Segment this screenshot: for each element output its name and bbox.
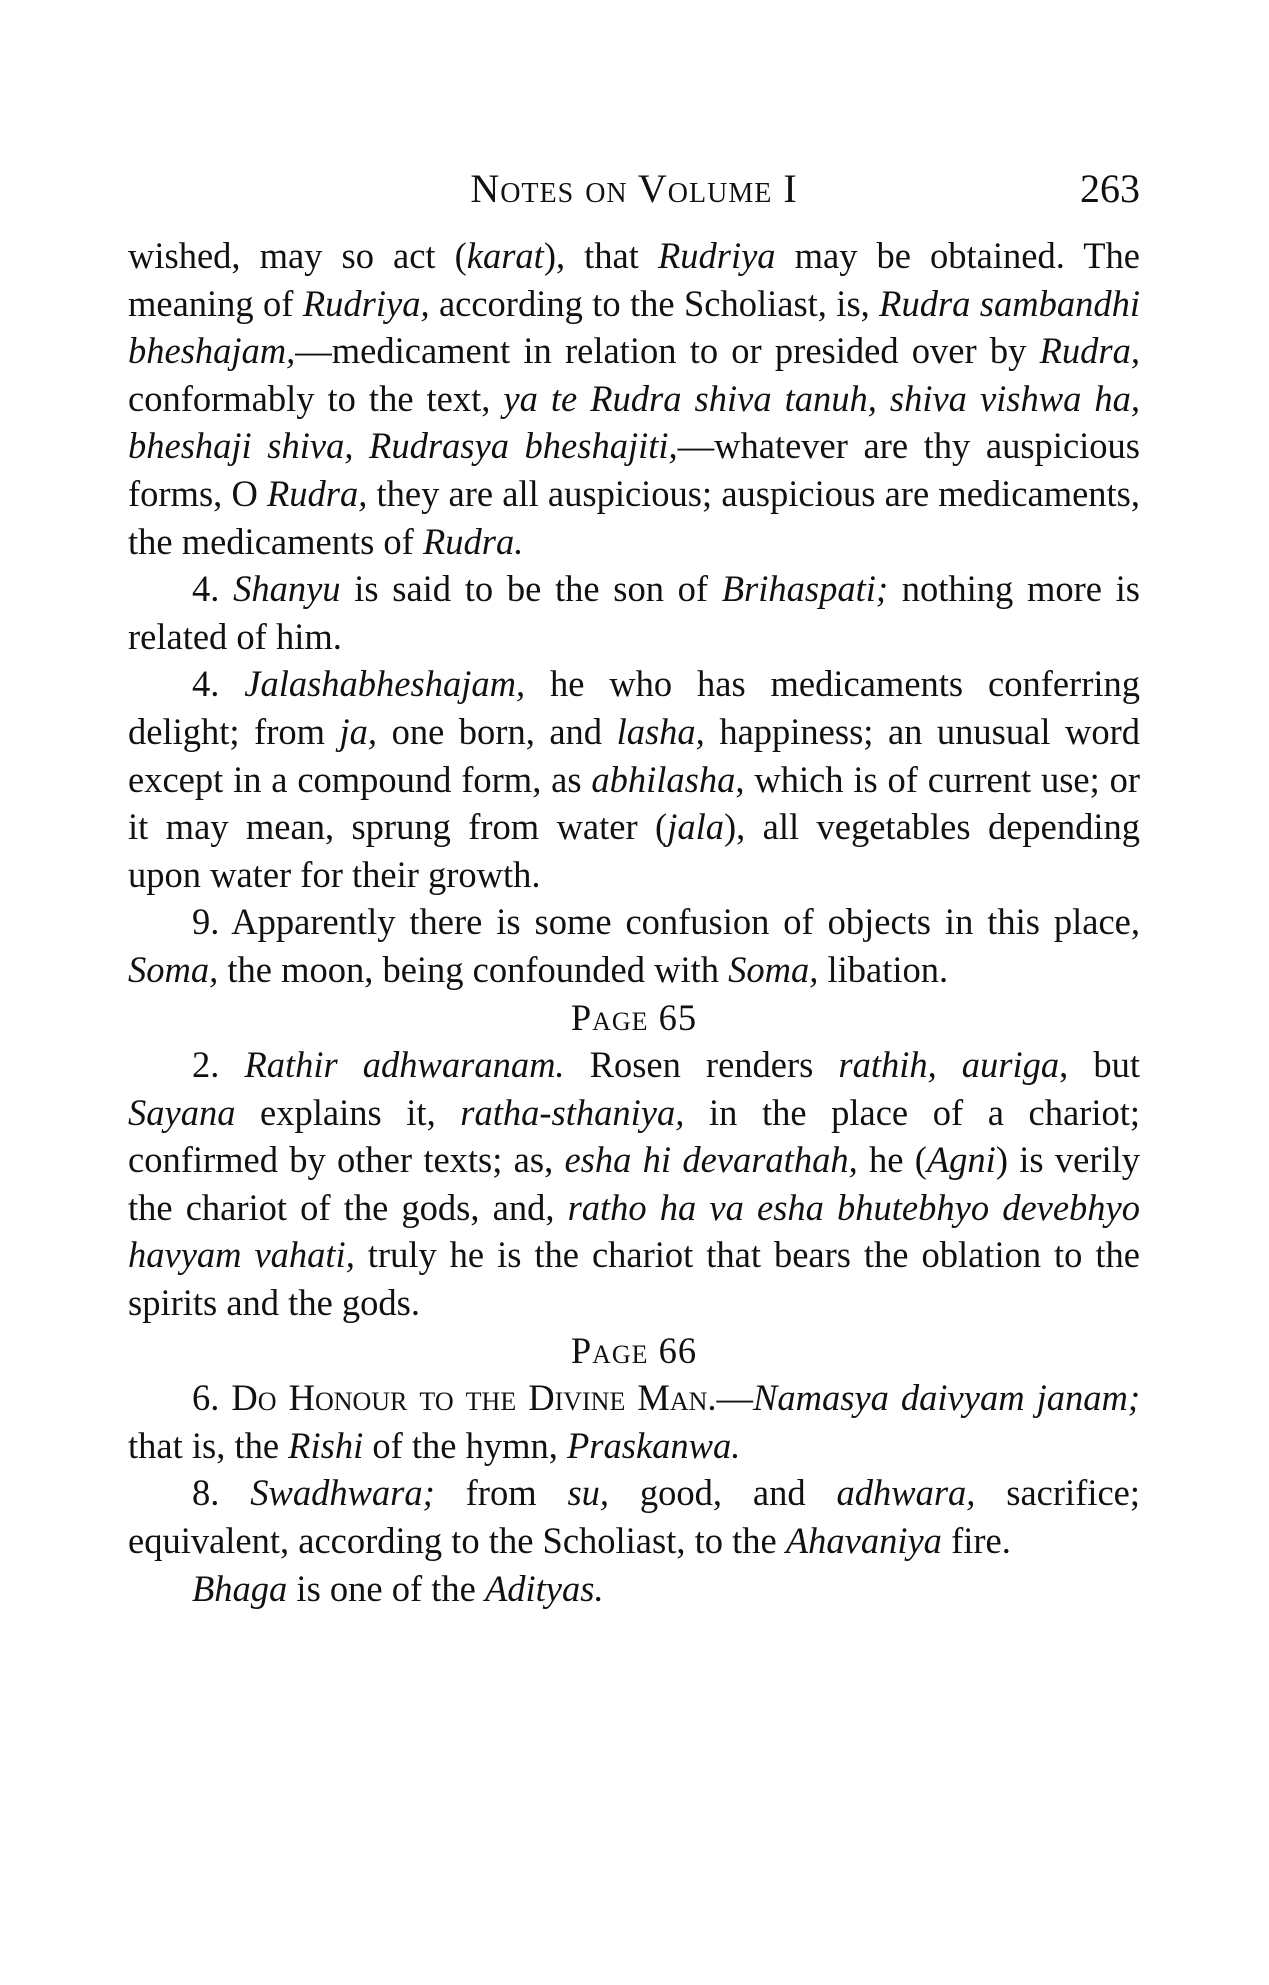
small-caps-phrase: Do Honour to the Divine Man. [231,1377,717,1419]
text-run: libation. [818,948,949,990]
italic-term: ja, [339,710,378,752]
book-page [128,160,1140,1612]
italic-term: Sayana [128,1091,236,1133]
italic-term: ya te Rudra shiva tanuh, shiva vishwa ha, bheshaji shiva, Rudrasya bheshajiti, [128,377,1140,467]
text-run: he who has medicaments conferring delight; from [128,663,1140,752]
italic-term: Agni [926,1139,996,1181]
note-paragraph [128,1469,1140,1564]
italic-term: Ahavaniya [785,1520,942,1562]
italic-term: Rudriya, [302,282,430,324]
running-head [128,160,1140,218]
italic-term: esha hi devarathah, [564,1139,858,1181]
text-run: one born, and [377,710,617,752]
note-paragraph [128,660,1140,898]
italic-term: ratho ha va esha bhutebhyo devebhyo havyam vahati, [128,1186,1140,1276]
text-run: sacrifice; equivalent, according to the Scholiast, to the [128,1472,1141,1562]
text-run: of the hymn, [363,1424,567,1466]
text-run: , which is of current use; or it may mean, sprung from water ( [128,758,1140,848]
text-run: 2. [192,1044,245,1086]
italic-term: Rudra. [422,520,524,562]
italic-term: lasha, [616,710,705,752]
italic-term: Rathir adhwaranam. [244,1044,565,1086]
text-run: wished, may so act ( [128,235,467,276]
text-run: —whatever are thy auspicious forms, O [128,425,1140,514]
text-run: explains it, [235,1091,461,1133]
running-title: Notes on Volume I [470,166,798,211]
text-run: nothing more is related of him. [128,568,1141,657]
notes-text [128,232,1140,1612]
note-paragraph [128,898,1140,993]
section-heading: Page 66 [570,1329,698,1371]
italic-term: Rudriya [657,235,776,276]
italic-term: Swadhwara; [250,1472,435,1514]
italic-term: jala [667,806,724,848]
italic-term: Rishi [288,1424,364,1466]
section-heading: Page 65 [570,996,698,1038]
italic-term: Rudra, [266,472,368,514]
text-run: is one of the [287,1567,485,1609]
text-run: truly he is the chariot that bears the oblation to the spirits and the gods. [128,1234,1140,1324]
text-run: 8. [192,1472,251,1514]
italic-term: Praskanwa. [566,1424,741,1466]
text-run: , but [1059,1044,1140,1086]
text-run: conformably to the text, [128,377,504,419]
note-paragraph [128,1041,1140,1327]
italic-term: Soma, [128,948,219,990]
text-run: happiness; an unusual word except in a compound form, as [128,710,1141,800]
italic-term: Bhaga [192,1567,288,1609]
note-paragraph [128,232,1140,565]
italic-term: Namasya daivyam janam; [753,1377,1141,1419]
italic-term: Rudra, [1039,330,1140,372]
text-run: he ( [857,1139,927,1181]
text-run: the moon, being confounded with [218,948,729,990]
italic-term: Soma, [728,948,819,990]
text-run: from [434,1472,568,1514]
text-run: in the place of a chariot; confirmed by other texts; as, [128,1091,1141,1181]
italic-term: ratha-sthaniya, [460,1091,685,1133]
italic-term: Shanyu [233,568,341,610]
page-number: 263 [1080,166,1140,211]
text-run: ) is verily the chariot of the gods, and, [128,1139,1141,1228]
text-run: ), all vegetables depending upon water for their growth. [128,806,1141,895]
text-run: they are all auspicious; auspicious are medicaments, the medicaments of [128,472,1141,562]
text-run: 9. Apparently there is some confusion of objects in this place, [192,901,1140,943]
note-paragraph [128,1565,1140,1613]
text-run: ), that [543,235,658,276]
italic-term: rathih, auriga [838,1044,1060,1086]
italic-term: abhilasha [591,758,736,800]
text-run: 6. [192,1377,232,1419]
text-run: — [716,1377,754,1419]
italic-term: Adityas. [484,1567,604,1609]
text-run: fire. [941,1520,1011,1562]
italic-term: su, [567,1472,610,1514]
note-paragraph [128,1374,1140,1469]
text-run: may be obtained. The meaning of [128,235,1140,324]
text-run: according to the Scholiast, is, [429,282,880,324]
text-run: 4. [192,568,234,610]
text-run: that is, the [128,1424,289,1466]
text-run: is said to be the son of [340,568,722,610]
text-run: 4. [192,663,245,705]
text-run: Rosen renders [564,1044,839,1086]
text-run: good, and [609,1472,837,1514]
text-run: —medicament in relation to or presided over by [295,330,1040,372]
italic-term: karat [466,235,544,276]
italic-term: Rudra sambandhi bheshajam, [128,282,1140,372]
italic-term: Jalashabheshajam, [244,663,526,705]
italic-term: adhwara, [836,1472,976,1514]
italic-term: Brihaspati; [721,568,889,610]
note-paragraph [128,565,1140,660]
